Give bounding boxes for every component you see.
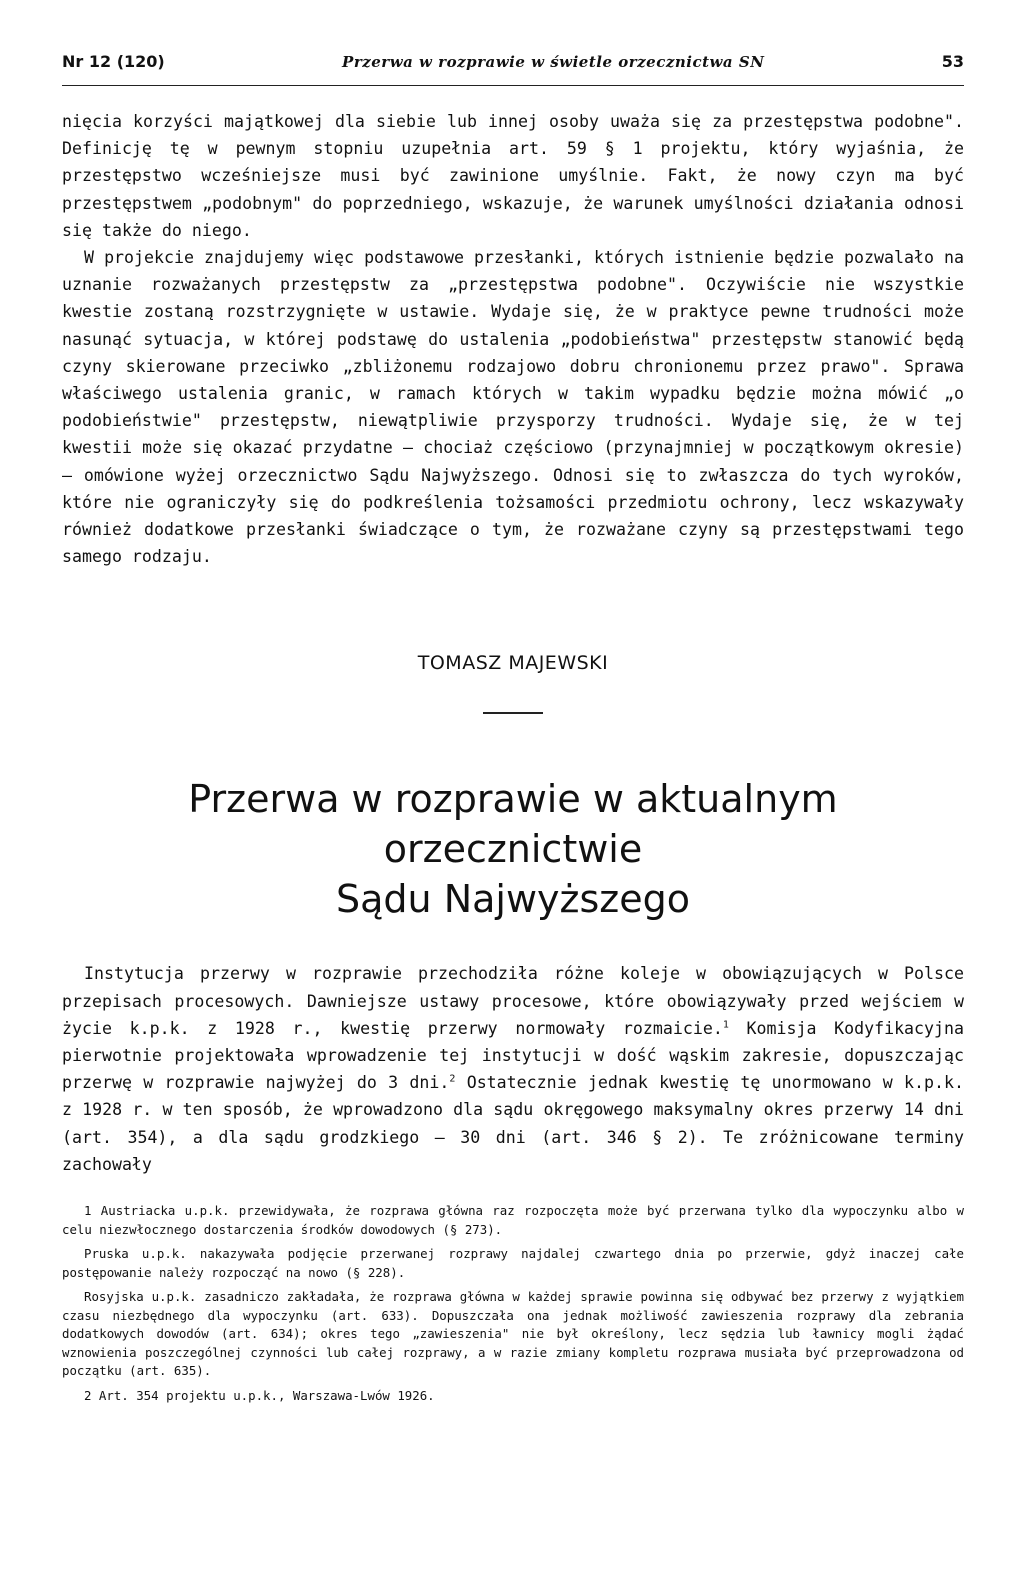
running-header	[62, 52, 964, 86]
footnote-1-marker: 1	[84, 1203, 92, 1219]
footnote-2-text: Art. 354 projektu u.p.k., Warszawa-Lwów 1926.	[91, 1387, 435, 1403]
title-separator	[483, 712, 543, 714]
article-title	[62, 774, 964, 924]
article-title-line-2: Sądu Najwyższego	[336, 877, 690, 922]
footnote-1-russia: Rosyjska u.p.k. zasadniczo zakładała, że rozprawa główna w każdej sprawie powinna się odbywać bez przerwy z wyjątkiem czasu niezbędnego dla wypoczynku (art. 633). Dopuszczała ona jednak możliwość zawieszenia rozprawy dla zebrania dodatkowych dowodów (art. 634); okres tego „zawieszenia" nie był określony, lecz sędzia lub ławnicy mogli żądać wznowienia poszczególnej czynności lub całej rozprawy, a w razie zmiany kompletu rozprawa musiała być przeprowadzona od początku (art. 635).	[62, 1289, 964, 1379]
article-author: TOMASZ MAJEWSKI	[417, 652, 609, 675]
page-number: 53	[941, 52, 964, 71]
footnote-ref-1: 1	[722, 1019, 729, 1031]
footnote-2-marker: 2	[84, 1387, 92, 1403]
document-page	[62, 52, 964, 1411]
running-title: Przerwa w rozprawie w świetle orzecznictwa SN	[342, 53, 765, 71]
footnotes	[62, 1202, 964, 1405]
continued-paragraph-2: W projekcie znajdujemy więc podstawowe przesłanki, których istnienie będzie pozwalało na uznanie rozważanych przestępstw za „przestępstwa podobne". Oczywiście nie wszystkie kwestie zostaną rozstrzygnięte w ustawie. Wydaje się, że w praktyce pewne trudności może nasunąć sytuacja, w której podstawę do ustalenia „podobieństwa" przestępstw stanowić będą czyny skierowane przeciwko „zbliżonemu rodzajowo dobru chronionemu przez prawo". Sprawa właściwego ustalenia granic, w ramach których w takim wypadku będzie można mówić „o podobieństwie" przestępstw, niewątpliwie przysporzy trudności. Wydaje się, że w tej kwestii może się okazać przydatne — chociaż częściowo (przynajmniej w początkowym okresie) — omówione wyżej orzecznictwo Sądu Najwyższego. Odnosi się to zwłaszcza do tych wyroków, które nie ograniczyły się do podkreślenia tożsamości przedmiotu ochrony, lecz wskazywały również dodatkowe przesłanki świadczące o tym, że rozważane czyny są przestępstwami tego samego rodzaju.	[62, 248, 964, 567]
intro-paragraph	[62, 960, 964, 1178]
continued-paragraph-1: nięcia korzyści majątkowej dla siebie lub innej osoby uważa się za przestępstwa podobne". Definicję tę w pewnym stopniu uzupełnia art. 59 § 1 projektu, który wyjaśnia, że przestępstwo wcześniejsze musi być zawinione umyślnie. Fakt, że nowy czyn ma być przestępstwem „podobnym" do poprzedniego, wskazuje, że warunek umyślności działania odnosi się także do niego.	[62, 112, 964, 240]
footnote-1-text: Austriacka u.p.k. przewidywała, że rozprawa główna raz rozpoczęta może być przerwana tylko dla wypoczynku albo w celu niezwłocznego dostarczenia środków dowodowych (§ 273).	[62, 1203, 964, 1237]
intro-text-part-2: Komisja Kodyfikacyjna pierwotnie projektowała wprowadzenie tej instytucji w dość wąskim zakresie, dopuszczając przerwę w rozprawie najwyżej do 3 dni.	[62, 1018, 964, 1093]
intro-text-part-3: Ostatecznie jednak kwestię tę unormowano w k.p.k. z 1928 r. w ten sposób, że wprowadzono dla sądu okręgowego maksymalny okres przerwy 14 dni (art. 354), a dla sądu grodzkiego — 30 dni (art. 346 § 2). Te zróżnicowane terminy zachowały	[62, 1073, 964, 1174]
intro-text-part-1: Instytucja przerwy w rozprawie przechodziła różne koleje w obowiązujących w Polsce przepisach procesowych. Dawniejsze ustawy procesowe, które obowiązywały przed wejściem w życie k.p.k. z 1928 r., kwestię przerwy normowały rozmaicie.	[62, 964, 964, 1038]
issue-number: Nr 12 (120)	[62, 52, 165, 71]
article-title-line-1: Przerwa w rozprawie w aktualnym orzecznictwie	[188, 777, 838, 872]
footnote-2	[62, 1387, 964, 1406]
footnote-ref-2: 2	[449, 1073, 456, 1085]
footnote-1	[62, 1202, 964, 1239]
footnote-1-prussia: Pruska u.p.k. nakazywała podjęcie przerwanej rozprawy najdalej czwartego dnia po przerwie, gdyż inaczej całe postępowanie należy rozpocząć na nowo (§ 228).	[62, 1246, 964, 1280]
